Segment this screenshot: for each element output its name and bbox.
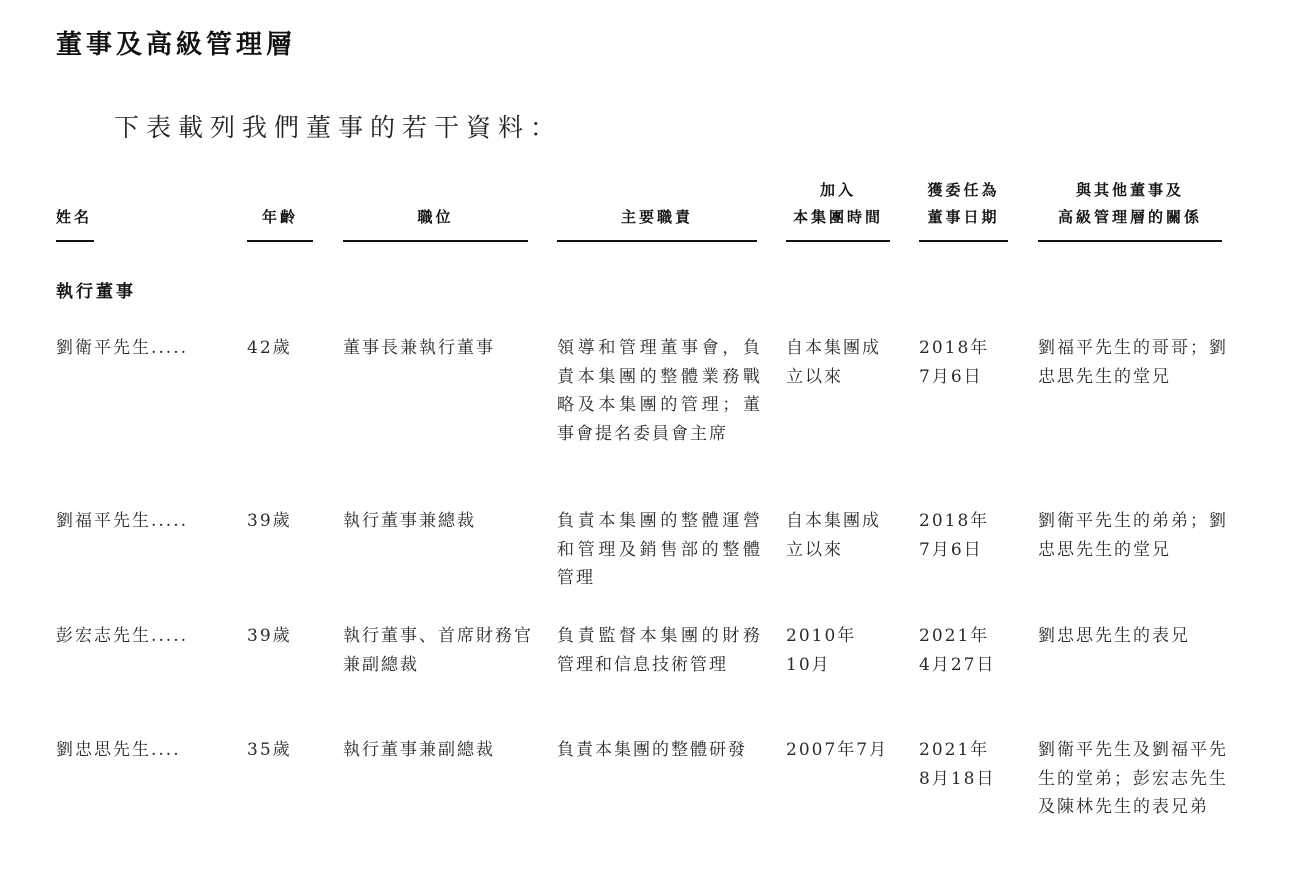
row-4-relationship: 劉衛平先生及劉福平先生的堂弟；彭宏志先生及陳林先生的表兄弟 (1038, 740, 1228, 817)
row-3-duties: 負責監督本集團的財務管理和信息技術管理 (557, 626, 762, 675)
page-title: 董事及高級管理層 (56, 30, 297, 60)
row-1-position: 董事長兼執行董事 (343, 338, 495, 358)
row-1-relationship: 劉福平先生的哥哥；劉忠思先生的堂兄 (1038, 338, 1228, 387)
header-relation-line2: 高級管理層的關係 (1057, 208, 1202, 226)
row-1-name: 劉衛平先生..... (56, 338, 189, 358)
header-name-label: 姓名 (56, 208, 93, 226)
header-join-line2: 本集團時間 (792, 208, 883, 226)
row-2-name: 劉福平先生..... (56, 511, 189, 531)
header-join-line1: 加入 (819, 181, 856, 199)
row-2-relationship: 劉衛平先生的弟弟；劉忠思先生的堂兄 (1038, 511, 1228, 560)
section-title-executive-directors: 執行董事 (56, 282, 136, 302)
row-4-join: 2007年7月 (786, 740, 889, 760)
header-position-label: 職位 (417, 208, 454, 226)
row-2-age: 39歲 (247, 511, 292, 531)
header-appoint-line2: 董事日期 (927, 208, 1000, 226)
header-appointment-date (919, 180, 1008, 242)
header-name (56, 180, 94, 242)
row-2-join: 自本集團成立以來 (786, 511, 881, 560)
header-join-date (786, 180, 890, 242)
row-3-age: 39歲 (247, 626, 292, 646)
row-3-appointment: 2021年4月27日 (919, 626, 996, 675)
header-age-label: 年齡 (261, 208, 298, 226)
intro-text: 下表載列我們董事的若干資料： (114, 113, 563, 142)
row-1-age: 42歲 (247, 338, 292, 358)
row-4-position: 執行董事兼副總裁 (343, 740, 495, 760)
header-relationship (1038, 180, 1222, 242)
row-3-position: 執行董事、首席財務官兼副總裁 (343, 626, 533, 675)
row-2-position: 執行董事兼總裁 (343, 511, 476, 531)
row-4-name: 劉忠思先生.... (56, 740, 181, 760)
header-position (343, 180, 528, 242)
row-1-duties: 領導和管理董事會，負責本集團的整體業務戰略及本集團的管理；董事會提名委員會主席 (557, 338, 762, 444)
header-appoint-line1: 獲委任為 (927, 181, 1000, 199)
header-duties-label: 主要職責 (620, 208, 693, 226)
header-relation-line1: 與其他董事及 (1075, 181, 1184, 199)
row-4-duties: 負責本集團的整體研發 (557, 740, 747, 760)
header-age (247, 180, 313, 242)
row-4-age: 35歲 (247, 740, 292, 760)
row-3-name: 彭宏志先生..... (56, 626, 189, 646)
row-4-appointment: 2021年8月18日 (919, 740, 996, 789)
row-3-relationship: 劉忠思先生的表兄 (1038, 626, 1190, 646)
row-2-duties: 負責本集團的整體運營和管理及銷售部的整體管理 (557, 511, 762, 588)
row-2-appointment: 2018年7月6日 (919, 511, 990, 560)
row-3-join: 2010年10月 (786, 626, 857, 675)
row-1-appointment: 2018年7月6日 (919, 338, 990, 387)
row-1-join: 自本集團成立以來 (786, 338, 881, 387)
header-duties (557, 180, 757, 242)
